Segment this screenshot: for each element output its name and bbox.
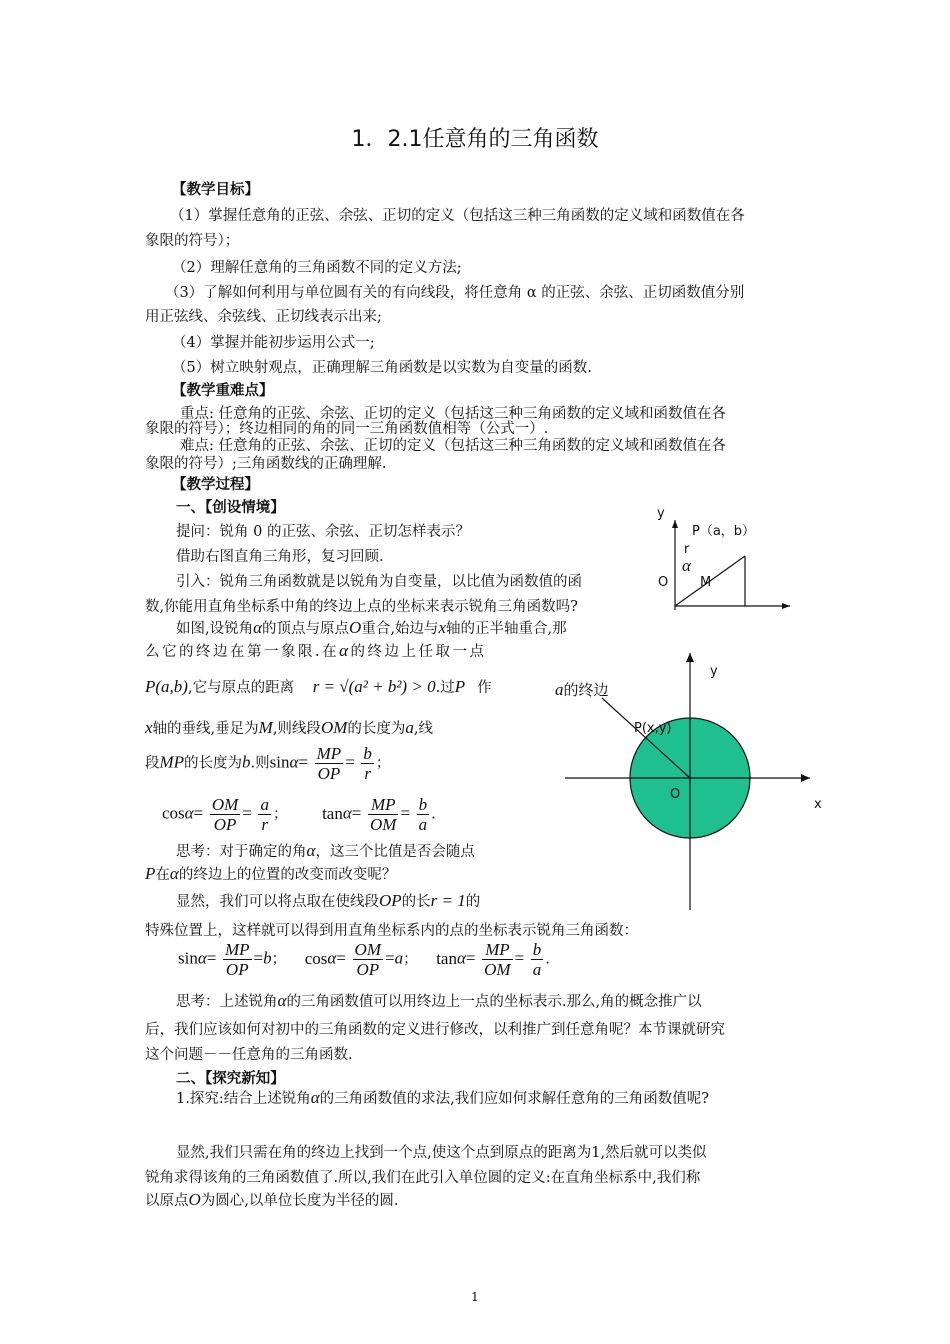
fig2-p-label: P(x,y): [634, 721, 672, 736]
fig2-y-label: y: [710, 664, 718, 679]
fig1-o-label: O: [658, 575, 669, 590]
think-2-line3: 这个问题－－任意角的三角函数.: [145, 1047, 353, 1063]
obvious-line1: 显然，我们可以将点取在使线段OP的长r = 1的: [176, 891, 481, 910]
objective-4: （4）掌握并能初步运用公式一;: [172, 335, 375, 351]
fig2-o-label: O: [670, 787, 681, 802]
difficult-point-line1: 难点: 任意角的正弦、余弦、正切的定义（包括这三种三角函数的定义域和函数值在各: [180, 438, 726, 454]
final-line1: 显然,我们只需在角的终边上找到一个点,使这个点到原点的距离为1,然后就可以类似: [176, 1145, 707, 1161]
sin-definition: 段MP的长度为b.则sinα= $\frac{MP}{OP}$ = $\frac{b}{r}$ ；: [145, 744, 391, 783]
objective-2: （2）理解任意角的三角函数不同的定义方法;: [172, 260, 462, 276]
difficult-point-line2: 象限的符号）;三角函数线的正确理解.: [145, 456, 387, 472]
definition-line2: 么它的终边在第一象限.在α的终边上任取一点: [145, 641, 487, 660]
fig2-x-label: x: [814, 797, 822, 812]
objective-1-line1: （1）掌握任意角的正弦、余弦、正切的定义（包括这三种三角函数的定义域和函数值在各: [170, 208, 745, 224]
fig1-m-label: M: [700, 575, 712, 590]
fig1-y-label: y: [657, 506, 665, 521]
right-triangle-figure: [650, 500, 800, 625]
key-point-line2: 象限的符号）；终边相同的角的同一三角函数值相等（公式一）.: [145, 421, 549, 437]
section-1-heading: 一、【创设情境】: [176, 499, 285, 516]
explore-question: 1.探究:结合上述锐角α的三角函数值的求法,我们应如何求解任意角的三角函数值呢?: [176, 1088, 710, 1107]
fig1-alpha-label: α: [682, 556, 691, 575]
objective-3-line2: 用正弦线、余弦线、正切线表示出来;: [145, 309, 382, 325]
page-title: 1．2.1任意角的三角函数: [351, 127, 599, 152]
final-line2: 锐角求得该角的三角函数值了.所以,我们在此引入单位圆的定义:在直角坐标系中,我们称: [145, 1170, 701, 1186]
objectives-heading: 【教学目标】: [172, 181, 259, 198]
keypoints-heading: 【教学重难点】: [172, 382, 274, 399]
section-1-intro-line1: 引入：锐角三角函数就是以锐角为自变量，以比值为函数值的函: [176, 574, 582, 590]
unit-circle-figure: [555, 648, 840, 913]
section-1-question: 提问：锐角 0 的正弦、余弦、正切怎样表示？: [176, 524, 470, 540]
objective-3-line1: （3）了解如何利用与单位圆有关的有向线段，将任意角 α 的正弦、余弦、正切函数值分别: [165, 285, 745, 301]
section-1-review: 借助右图直角三角形，复习回顾.: [176, 549, 384, 565]
fig1-r-label: r: [684, 542, 690, 557]
unit-definitions: sinα= $\frac{MP}{OP}$ =b； cosα= $\frac{OM}{OP}$ =a； tanα= $\frac{MP}{OM}$ = $\frac{b}{a}$ .: [178, 940, 550, 979]
cos-tan-definition: cosα= $\frac{OM}{OP}$ = $\frac{a}{r}$ ； tanα= $\frac{MP}{OM}$ = $\frac{b}{a}$ .: [162, 795, 436, 834]
page-number: 1: [471, 1290, 479, 1304]
fig2-terminal-label: a的终边: [555, 680, 609, 699]
definition-line3: P(a,b),它与原点的距离 r = √(a² + b²) > 0.过P 作: [145, 677, 492, 696]
fig1-p-label: P（a，b）: [692, 524, 756, 539]
definition-line4: x轴的垂线,垂足为M,则线段OM的长度为a,线: [145, 718, 433, 737]
section-1-intro-line2: 数,你能用直角坐标系中角的终边上点的坐标来表示锐角三角函数吗?: [145, 599, 578, 615]
section-2-heading: 二、【探究新知】: [176, 1070, 285, 1087]
think-1-line1: 思考：对于确定的角α，这三个比值是否会随点: [176, 841, 475, 860]
objective-5: （5）树立映射观点，正确理解三角函数是以实数为自变量的函数.: [172, 360, 592, 376]
think-1-line2: P在α的终边上的位置的改变而改变呢？: [145, 864, 397, 883]
process-heading: 【教学过程】: [172, 476, 259, 493]
key-point-line1: 重点: 任意角的正弦、余弦、正切的定义（包括这三种三角函数的定义域和函数值在各: [180, 406, 726, 422]
definition-line1: 如图,设锐角α的顶点与原点O重合,始边与x轴的正半轴重合,那: [176, 618, 567, 637]
obvious-line2: 特殊位置上，这样就可以得到用直角坐标系内的点的坐标表示锐角三角函数：: [145, 923, 638, 939]
think-2-line2: 后，我们应该如何对初中的三角函数的定义进行修改，以利推广到任意角呢？本节课就研究: [145, 1022, 725, 1038]
final-line3: 以原点O为圆心,以单位长度为半径的圆.: [145, 1190, 399, 1209]
objective-1-line2: 象限的符号）；: [145, 233, 240, 249]
think-2-line1: 思考：上述锐角α的三角函数值可以用终边上一点的坐标表示.那么,角的概念推广以: [176, 991, 702, 1010]
